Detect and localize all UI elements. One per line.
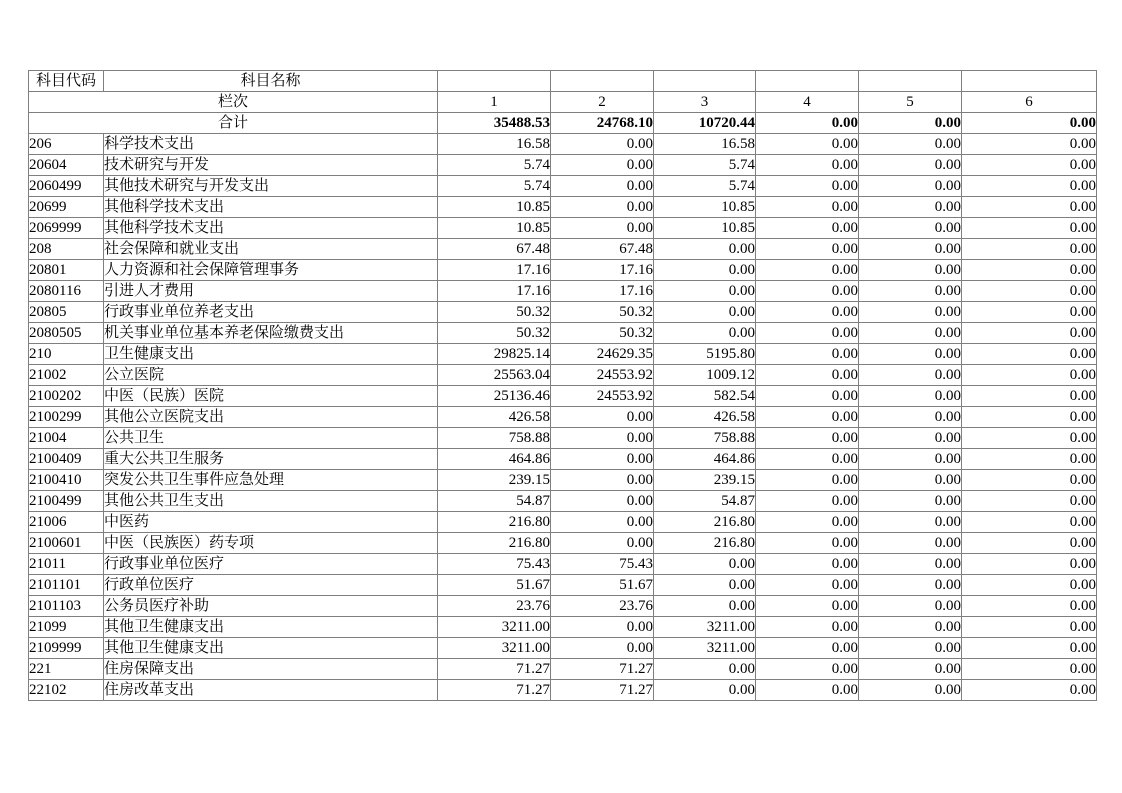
value-cell: 426.58: [654, 407, 756, 428]
value-cell: 0.00: [859, 239, 962, 260]
table-row: [29, 533, 1097, 554]
value-cell: 5.74: [438, 176, 551, 197]
value-cell: 51.67: [438, 575, 551, 596]
column-number-cell: 1: [438, 92, 551, 113]
subject-code-cell: 21099: [29, 617, 104, 638]
value-cell: 17.16: [551, 260, 654, 281]
value-cell: 582.54: [654, 386, 756, 407]
value-cell: 0.00: [551, 197, 654, 218]
table-row: [29, 491, 1097, 512]
value-cell: 0.00: [654, 239, 756, 260]
total-value-cell: 35488.53: [438, 113, 551, 134]
value-cell: 0.00: [962, 281, 1097, 302]
table-row: [29, 134, 1097, 155]
subject-name-cell: 公共卫生: [104, 428, 438, 449]
value-cell: 0.00: [551, 407, 654, 428]
table-row: [29, 344, 1097, 365]
empty-header-cell: [859, 71, 962, 92]
value-cell: 3211.00: [654, 617, 756, 638]
value-cell: 0.00: [756, 512, 859, 533]
value-cell: 216.80: [654, 512, 756, 533]
total-value-cell: 24768.10: [551, 113, 654, 134]
value-cell: 0.00: [551, 491, 654, 512]
value-cell: 5.74: [654, 176, 756, 197]
subject-code-cell: 2100499: [29, 491, 104, 512]
value-cell: 0.00: [859, 218, 962, 239]
subject-name-cell: 中医（民族）医院: [104, 386, 438, 407]
value-cell: 0.00: [859, 491, 962, 512]
value-cell: 10.85: [654, 218, 756, 239]
table-row: [29, 596, 1097, 617]
value-cell: 0.00: [756, 659, 859, 680]
value-cell: 67.48: [438, 239, 551, 260]
subject-code-cell: 22102: [29, 680, 104, 701]
subject-code-cell: 221: [29, 659, 104, 680]
subject-name-header: 科目名称: [104, 71, 438, 92]
table-row: [29, 575, 1097, 596]
table-row: [29, 512, 1097, 533]
value-cell: 0.00: [756, 680, 859, 701]
value-cell: 0.00: [756, 491, 859, 512]
subject-name-cell: 行政单位医疗: [104, 575, 438, 596]
value-cell: 0.00: [756, 617, 859, 638]
table-row: [29, 428, 1097, 449]
value-cell: 0.00: [859, 365, 962, 386]
table-row: [29, 680, 1097, 701]
subject-code-cell: 2101101: [29, 575, 104, 596]
budget-expenditure-table: [28, 70, 1097, 701]
value-cell: 0.00: [654, 554, 756, 575]
value-cell: 0.00: [756, 155, 859, 176]
subject-name-cell: 住房保障支出: [104, 659, 438, 680]
value-cell: 0.00: [962, 407, 1097, 428]
lane-number-row: [29, 92, 1097, 113]
value-cell: 0.00: [962, 554, 1097, 575]
value-cell: 0.00: [859, 512, 962, 533]
total-value-cell: 0.00: [756, 113, 859, 134]
subject-name-cell: 机关事业单位基本养老保险缴费支出: [104, 323, 438, 344]
value-cell: 71.27: [438, 659, 551, 680]
value-cell: 0.00: [962, 512, 1097, 533]
value-cell: 0.00: [756, 533, 859, 554]
value-cell: 239.15: [438, 470, 551, 491]
value-cell: 0.00: [654, 281, 756, 302]
value-cell: 0.00: [962, 470, 1097, 491]
table-row: [29, 659, 1097, 680]
value-cell: 0.00: [654, 680, 756, 701]
value-cell: 3211.00: [438, 638, 551, 659]
value-cell: 0.00: [859, 470, 962, 491]
value-cell: 1009.12: [654, 365, 756, 386]
value-cell: 0.00: [962, 176, 1097, 197]
value-cell: 0.00: [551, 218, 654, 239]
subject-code-cell: 2100410: [29, 470, 104, 491]
value-cell: 71.27: [551, 680, 654, 701]
value-cell: 0.00: [756, 449, 859, 470]
subject-code-cell: 2060499: [29, 176, 104, 197]
value-cell: 5195.80: [654, 344, 756, 365]
value-cell: 0.00: [756, 344, 859, 365]
subject-code-cell: 20699: [29, 197, 104, 218]
table-row: [29, 302, 1097, 323]
value-cell: 0.00: [551, 449, 654, 470]
subject-name-cell: 重大公共卫生服务: [104, 449, 438, 470]
value-cell: 0.00: [756, 365, 859, 386]
value-cell: 0.00: [859, 176, 962, 197]
table-row: [29, 260, 1097, 281]
value-cell: 5.74: [654, 155, 756, 176]
subject-name-cell: 中医（民族医）药专项: [104, 533, 438, 554]
value-cell: 758.88: [654, 428, 756, 449]
value-cell: 0.00: [654, 302, 756, 323]
table-row: [29, 155, 1097, 176]
value-cell: 50.32: [551, 323, 654, 344]
subject-name-cell: 技术研究与开发: [104, 155, 438, 176]
subject-name-cell: 人力资源和社会保障管理事务: [104, 260, 438, 281]
value-cell: 0.00: [756, 407, 859, 428]
value-cell: 0.00: [756, 176, 859, 197]
value-cell: 16.58: [438, 134, 551, 155]
subject-code-cell: 20604: [29, 155, 104, 176]
value-cell: 0.00: [962, 491, 1097, 512]
value-cell: 16.58: [654, 134, 756, 155]
value-cell: 0.00: [859, 386, 962, 407]
table-row: [29, 176, 1097, 197]
table-row: [29, 617, 1097, 638]
value-cell: 0.00: [551, 638, 654, 659]
subject-code-cell: 206: [29, 134, 104, 155]
table-row: [29, 470, 1097, 491]
value-cell: 0.00: [756, 239, 859, 260]
subject-code-cell: 210: [29, 344, 104, 365]
subject-code-header: 科目代码: [29, 71, 104, 92]
subject-code-cell: 208: [29, 239, 104, 260]
value-cell: 0.00: [962, 617, 1097, 638]
value-cell: 0.00: [962, 155, 1097, 176]
value-cell: 0.00: [756, 428, 859, 449]
value-cell: 10.85: [438, 197, 551, 218]
value-cell: 3211.00: [654, 638, 756, 659]
value-cell: 0.00: [962, 533, 1097, 554]
column-number-cell: 3: [654, 92, 756, 113]
value-cell: 50.32: [438, 302, 551, 323]
value-cell: 0.00: [551, 428, 654, 449]
empty-header-cell: [551, 71, 654, 92]
value-cell: 0.00: [756, 218, 859, 239]
subject-code-cell: 2080116: [29, 281, 104, 302]
value-cell: 5.74: [438, 155, 551, 176]
table-row: [29, 239, 1097, 260]
table-row: [29, 281, 1097, 302]
total-label-cell: 合计: [29, 113, 438, 134]
value-cell: 0.00: [859, 617, 962, 638]
value-cell: 0.00: [756, 470, 859, 491]
value-cell: 0.00: [859, 428, 962, 449]
value-cell: 0.00: [756, 575, 859, 596]
value-cell: 216.80: [438, 533, 551, 554]
value-cell: 426.58: [438, 407, 551, 428]
value-cell: 0.00: [859, 281, 962, 302]
value-cell: 0.00: [859, 596, 962, 617]
subject-name-cell: 卫生健康支出: [104, 344, 438, 365]
value-cell: 0.00: [859, 197, 962, 218]
value-cell: 0.00: [962, 659, 1097, 680]
subject-name-cell: 中医药: [104, 512, 438, 533]
value-cell: 0.00: [962, 197, 1097, 218]
value-cell: 0.00: [859, 323, 962, 344]
value-cell: 0.00: [859, 449, 962, 470]
value-cell: 0.00: [859, 680, 962, 701]
value-cell: 0.00: [756, 197, 859, 218]
value-cell: 0.00: [551, 533, 654, 554]
value-cell: 23.76: [551, 596, 654, 617]
table-body: [29, 71, 1097, 701]
value-cell: 0.00: [654, 659, 756, 680]
subject-name-cell: 其他技术研究与开发支出: [104, 176, 438, 197]
value-cell: 0.00: [859, 533, 962, 554]
value-cell: 17.16: [551, 281, 654, 302]
value-cell: 216.80: [654, 533, 756, 554]
subject-name-cell: 引进人才费用: [104, 281, 438, 302]
value-cell: 0.00: [859, 407, 962, 428]
value-cell: 0.00: [962, 344, 1097, 365]
value-cell: 0.00: [756, 281, 859, 302]
subject-code-cell: 21004: [29, 428, 104, 449]
subject-name-cell: 其他公共卫生支出: [104, 491, 438, 512]
value-cell: 0.00: [962, 575, 1097, 596]
subject-name-cell: 其他科学技术支出: [104, 218, 438, 239]
value-cell: 54.87: [654, 491, 756, 512]
subject-name-cell: 科学技术支出: [104, 134, 438, 155]
value-cell: 0.00: [859, 155, 962, 176]
column-number-cell: 4: [756, 92, 859, 113]
value-cell: 0.00: [551, 617, 654, 638]
value-cell: 0.00: [962, 365, 1097, 386]
total-value-cell: 0.00: [962, 113, 1097, 134]
subject-code-cell: 2100202: [29, 386, 104, 407]
value-cell: 0.00: [859, 638, 962, 659]
value-cell: 0.00: [962, 680, 1097, 701]
value-cell: 0.00: [551, 470, 654, 491]
subject-name-cell: 公立医院: [104, 365, 438, 386]
value-cell: 3211.00: [438, 617, 551, 638]
total-row: [29, 113, 1097, 134]
subject-code-cell: 2100409: [29, 449, 104, 470]
table-row: [29, 365, 1097, 386]
value-cell: 0.00: [551, 155, 654, 176]
table-row: [29, 449, 1097, 470]
table-row: [29, 638, 1097, 659]
subject-name-cell: 行政事业单位养老支出: [104, 302, 438, 323]
value-cell: 0.00: [859, 260, 962, 281]
value-cell: 23.76: [438, 596, 551, 617]
value-cell: 17.16: [438, 281, 551, 302]
value-cell: 0.00: [962, 218, 1097, 239]
value-cell: 67.48: [551, 239, 654, 260]
value-cell: 239.15: [654, 470, 756, 491]
value-cell: 0.00: [654, 323, 756, 344]
subject-name-cell: 突发公共卫生事件应急处理: [104, 470, 438, 491]
value-cell: 0.00: [756, 302, 859, 323]
value-cell: 0.00: [962, 134, 1097, 155]
value-cell: 29825.14: [438, 344, 551, 365]
value-cell: 24553.92: [551, 386, 654, 407]
subject-name-cell: 其他卫生健康支出: [104, 638, 438, 659]
value-cell: 71.27: [438, 680, 551, 701]
subject-code-cell: 21011: [29, 554, 104, 575]
value-cell: 0.00: [962, 596, 1097, 617]
value-cell: 0.00: [756, 554, 859, 575]
subject-code-cell: 20801: [29, 260, 104, 281]
table-row: [29, 323, 1097, 344]
value-cell: 0.00: [654, 260, 756, 281]
subject-code-cell: 2100299: [29, 407, 104, 428]
subject-name-cell: 其他科学技术支出: [104, 197, 438, 218]
value-cell: 0.00: [859, 575, 962, 596]
value-cell: 0.00: [859, 554, 962, 575]
value-cell: 71.27: [551, 659, 654, 680]
subject-code-cell: 2109999: [29, 638, 104, 659]
value-cell: 51.67: [551, 575, 654, 596]
empty-header-cell: [654, 71, 756, 92]
subject-code-cell: 20805: [29, 302, 104, 323]
table-row: [29, 218, 1097, 239]
value-cell: 464.86: [438, 449, 551, 470]
value-cell: 0.00: [654, 596, 756, 617]
value-cell: 0.00: [962, 260, 1097, 281]
value-cell: 0.00: [962, 302, 1097, 323]
value-cell: 50.32: [438, 323, 551, 344]
value-cell: 0.00: [654, 575, 756, 596]
value-cell: 0.00: [962, 239, 1097, 260]
value-cell: 0.00: [962, 449, 1097, 470]
subject-name-cell: 其他公立医院支出: [104, 407, 438, 428]
value-cell: 0.00: [962, 323, 1097, 344]
value-cell: 17.16: [438, 260, 551, 281]
header-row: [29, 71, 1097, 92]
value-cell: 0.00: [551, 134, 654, 155]
subject-code-cell: 21002: [29, 365, 104, 386]
value-cell: 24553.92: [551, 365, 654, 386]
value-cell: 0.00: [859, 134, 962, 155]
table-row: [29, 554, 1097, 575]
empty-header-cell: [962, 71, 1097, 92]
subject-code-cell: 2080505: [29, 323, 104, 344]
value-cell: 24629.35: [551, 344, 654, 365]
subject-name-cell: 行政事业单位医疗: [104, 554, 438, 575]
value-cell: 0.00: [756, 134, 859, 155]
value-cell: 0.00: [859, 344, 962, 365]
value-cell: 50.32: [551, 302, 654, 323]
table-row: [29, 386, 1097, 407]
value-cell: 54.87: [438, 491, 551, 512]
table-row: [29, 407, 1097, 428]
value-cell: 0.00: [756, 260, 859, 281]
subject-name-cell: 住房改革支出: [104, 680, 438, 701]
value-cell: 10.85: [438, 218, 551, 239]
value-cell: 0.00: [859, 302, 962, 323]
table-row: [29, 197, 1097, 218]
subject-name-cell: 社会保障和就业支出: [104, 239, 438, 260]
column-number-cell: 5: [859, 92, 962, 113]
value-cell: 10.85: [654, 197, 756, 218]
value-cell: 464.86: [654, 449, 756, 470]
value-cell: 0.00: [859, 659, 962, 680]
value-cell: 0.00: [756, 596, 859, 617]
total-value-cell: 0.00: [859, 113, 962, 134]
value-cell: 0.00: [756, 386, 859, 407]
subject-code-cell: 2069999: [29, 218, 104, 239]
subject-name-cell: 其他卫生健康支出: [104, 617, 438, 638]
subject-name-cell: 公务员医疗补助: [104, 596, 438, 617]
value-cell: 75.43: [551, 554, 654, 575]
value-cell: 0.00: [962, 428, 1097, 449]
value-cell: 0.00: [551, 512, 654, 533]
value-cell: 216.80: [438, 512, 551, 533]
empty-header-cell: [756, 71, 859, 92]
value-cell: 0.00: [962, 386, 1097, 407]
value-cell: 758.88: [438, 428, 551, 449]
empty-header-cell: [438, 71, 551, 92]
value-cell: 75.43: [438, 554, 551, 575]
value-cell: 0.00: [551, 176, 654, 197]
value-cell: 0.00: [756, 323, 859, 344]
value-cell: 25136.46: [438, 386, 551, 407]
lane-label-cell: 栏次: [29, 92, 438, 113]
total-value-cell: 10720.44: [654, 113, 756, 134]
subject-code-cell: 2100601: [29, 533, 104, 554]
value-cell: 25563.04: [438, 365, 551, 386]
subject-code-cell: 2101103: [29, 596, 104, 617]
column-number-cell: 2: [551, 92, 654, 113]
subject-code-cell: 21006: [29, 512, 104, 533]
column-number-cell: 6: [962, 92, 1097, 113]
value-cell: 0.00: [756, 638, 859, 659]
value-cell: 0.00: [962, 638, 1097, 659]
